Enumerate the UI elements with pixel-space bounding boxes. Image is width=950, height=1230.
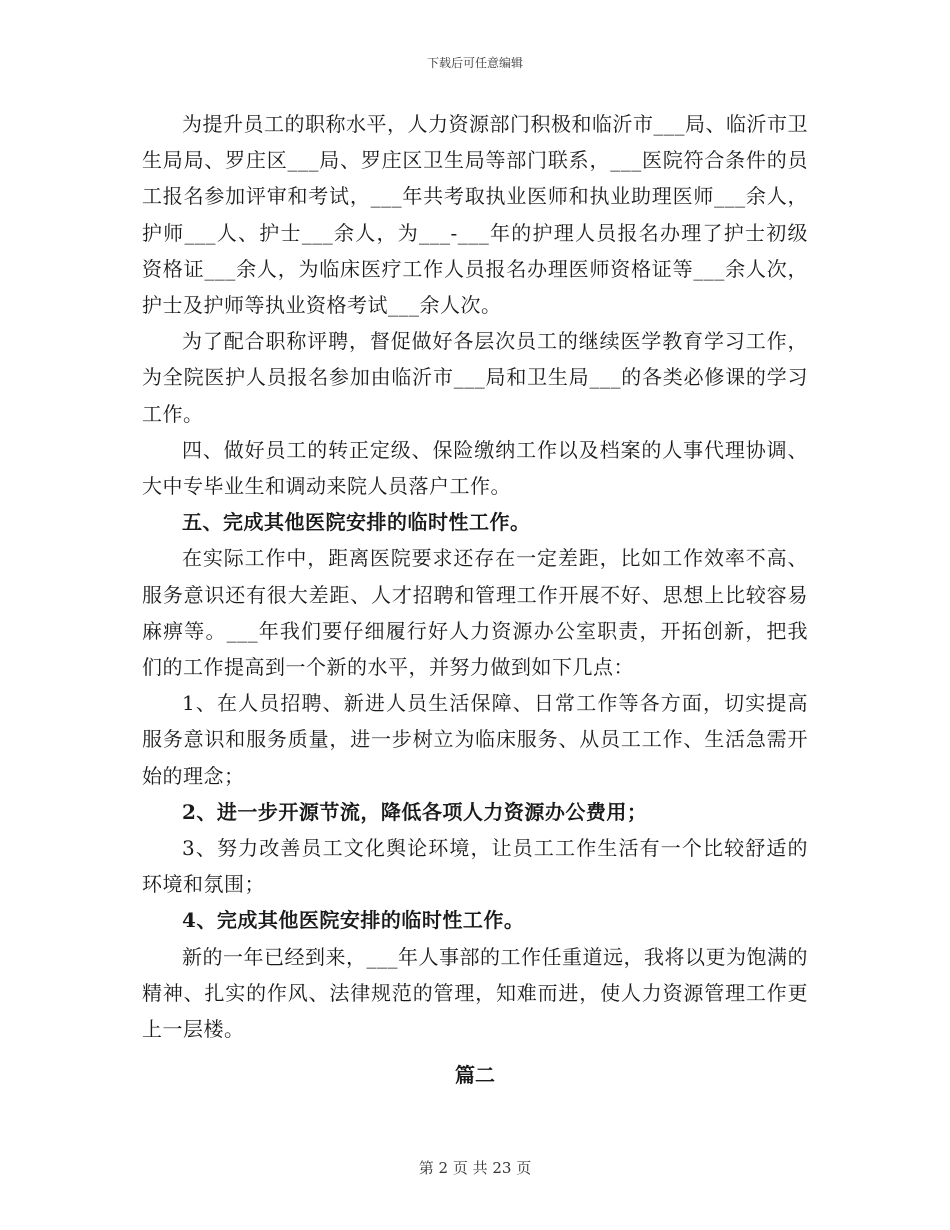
paragraph-closing: 新的一年已经到来，___年人事部的工作任重道远，我将以更为饱满的精神、扎实的作风、法律规范的管理，知难而进，使人力资源管理工作更上一层楼。: [142, 944, 808, 1042]
paragraph-plan-three: 3、努力改善员工文化舆论环境，让员工工作生活有一个比较舒适的环境和氛围；: [142, 836, 808, 897]
paragraph-plan-two: 2、进一步开源节流，降低各项人力资源办公费用；: [182, 799, 648, 824]
page-header-note: 下载后可任意编辑: [426, 56, 523, 70]
paragraph-continuing-education: 为了配合职称评聘，督促做好各层次员工的继续医学教育学习工作，为全院医护人员报名参加由临沂市___局和卫生局___的各类必修课的学习工作。: [142, 329, 808, 426]
paragraph-item-four: 四、做好员工的转正定级、保险缴纳工作以及档案的人事代理协调、大中专毕业生和调动来院人员落户工作。: [142, 437, 808, 499]
paragraph-item-five: 五、完成其他医院安排的临时性工作。: [182, 510, 531, 535]
paragraph-plan-four: 4、完成其他医院安排的临时性工作。: [182, 908, 525, 933]
paragraph-plan-one: 1、在人员招聘、新进人员生活保障、日常工作等各方面，切实提高服务意识和服务质量，进一步树立为临床服务、从员工工作、生活急需开始的理念；: [142, 691, 808, 788]
document-body: [142, 106, 808, 1093]
page-number-footer: 第 2 页 共 23 页: [418, 1159, 532, 1177]
paragraph-title-evaluation: 为提升员工的职称水平，人力资源部门积极和临沂市___局、临沂市卫生局局、罗庄区___局、罗庄区卫生局等部门联系，___医院符合条件的员工报名参加评审和考试，___年共考取执业医师和执业助理医师___余人，护师___人、护士___余人，为___-___年的护理人员报名办理了护士初级资格证___余人，为临床医疗工作人员报名办理医师资格证等___余人次，护士及护师等执业资格考试___余人次。: [142, 112, 808, 318]
paragraph-shortcomings: 在实际工作中，距离医院要求还存在一定差距，比如工作效率不高、服务意识还有很大差距、人才招聘和管理工作开展不好、思想上比较容易麻痹等。___年我们要仔细履行好人力资源办公室职责，开拓创新，把我们的工作提高到一个新的水平，并努力做到如下几点：: [142, 546, 808, 680]
section-title: 篇二: [455, 1063, 495, 1088]
